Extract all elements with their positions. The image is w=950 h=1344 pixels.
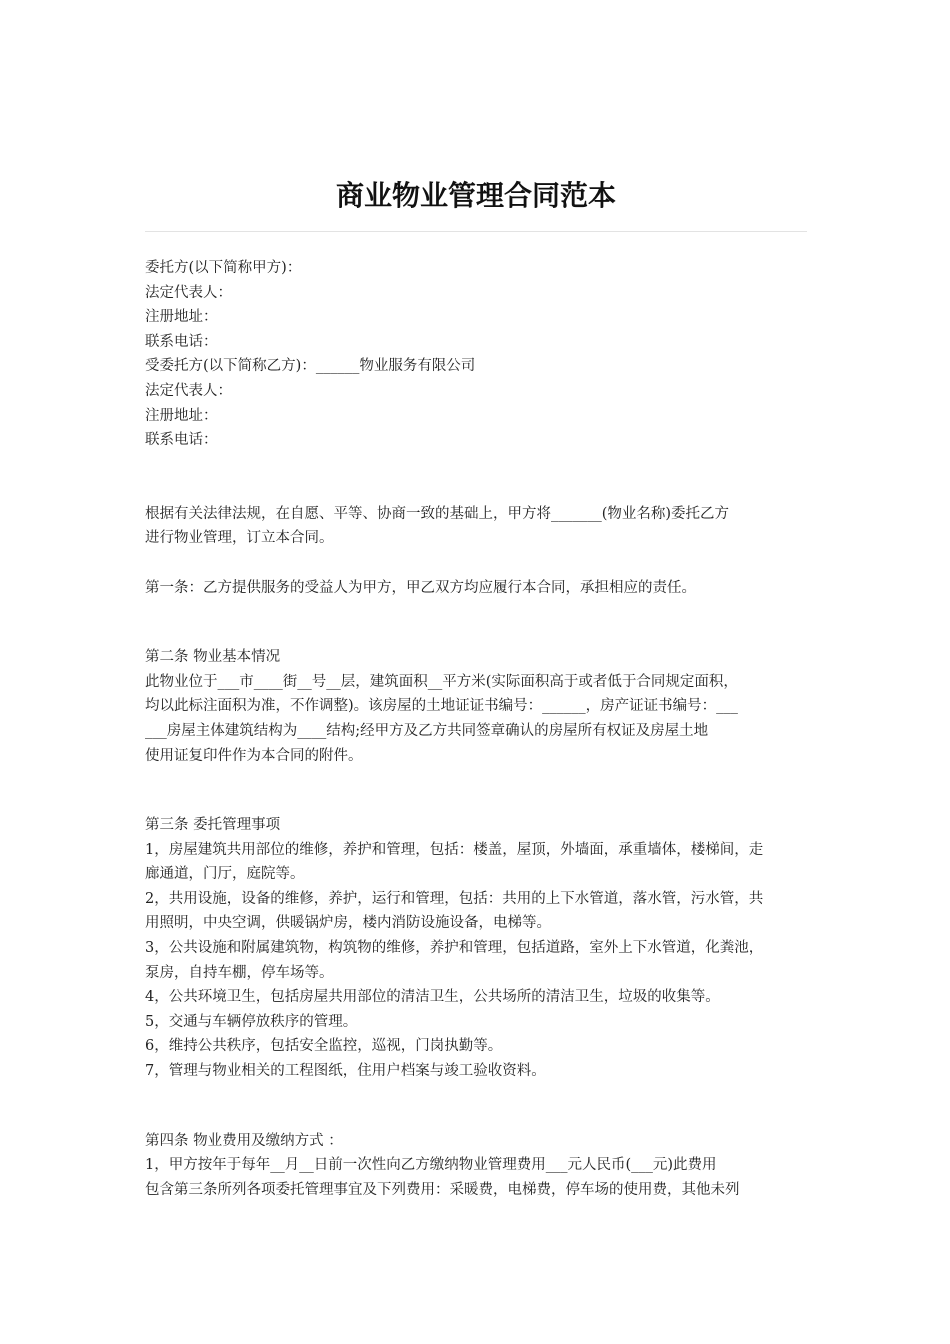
article-line: 泵房，自持车棚，停车场等。 — [145, 964, 334, 981]
article-line: 包含第三条所列各项委托管理事宜及下列费用：采暖费，电梯费，停车场的使用费，其他未列 — [145, 1181, 740, 1198]
preamble-line: 根据有关法律法规，在自愿、平等、协商一致的基础上，甲方将_______(物业名称)委托乙方 — [145, 505, 730, 522]
document-title: 商业物业管理合同范本 — [335, 179, 616, 212]
article-line: 1，甲方按年于每年__月__日前一次性向乙方缴纳物业管理费用___元人民币(___元)此费用 — [145, 1157, 717, 1174]
article-line: 用照明，中央空调，供暖锅炉房，楼内消防设施设备，电梯等。 — [145, 915, 551, 932]
party-line: 法定代表人： — [145, 382, 232, 399]
article-line: ___房屋主体建筑结构为____结构;经甲方及乙方共同签章确认的房屋所有权证及房屋土地 — [145, 722, 709, 739]
article-line: 此物业位于___市____街__号__层，建筑面积__平方米(实际面积高于或者低于合同规定面积， — [145, 673, 738, 690]
article-heading: 第二条 物业基本情况 — [145, 649, 281, 666]
article-line: 7，管理与物业相关的工程图纸，住用户档案与竣工验收资料。 — [145, 1063, 546, 1080]
party-line: 注册地址： — [145, 407, 218, 424]
party-line: 注册地址： — [145, 309, 218, 326]
party-line: 法定代表人： — [145, 284, 232, 301]
preamble-paragraph — [145, 502, 815, 551]
article-2 — [145, 645, 815, 768]
preamble-line: 进行物业管理，订立本合同。 — [145, 530, 334, 547]
article-heading: 第三条 委托管理事项 — [145, 817, 281, 834]
document-body — [145, 256, 815, 1202]
party-line: 受委托方(以下简称乙方)：______物业服务有限公司 — [145, 358, 476, 375]
article-3 — [145, 813, 815, 1084]
title-divider — [145, 231, 807, 232]
article-line: 1，房屋建筑共用部位的维修，养护和管理，包括：楼盖，屋顶，外墙面，承重墙体，楼梯间，走 — [145, 841, 764, 858]
article-heading: 第四条 物业费用及缴纳方式 ： — [145, 1132, 343, 1149]
party-line: 联系电话： — [145, 333, 218, 350]
party-line: 委托方(以下简称甲方)： — [145, 260, 302, 276]
article-line: 均以此标注面积为准，不作调整)。该房屋的土地证证书编号：______，房产证证书编号：___ — [145, 698, 738, 715]
article-line: 3，公共设施和附属建筑物，构筑物的维修，养护和管理，包括道路，室外上下水管道，化粪池， — [145, 940, 764, 957]
article-4 — [145, 1129, 815, 1203]
article-line: 6，维持公共秩序，包括安全监控，巡视，门岗执勤等。 — [145, 1038, 503, 1055]
parties-block — [145, 256, 815, 453]
article-line: 4，公共环境卫生，包括房屋共用部位的清洁卫生，公共场所的清洁卫生，垃圾的收集等。 — [145, 989, 720, 1006]
article-line: 廊通道，门厅，庭院等。 — [145, 866, 305, 883]
article-1: 第一条：乙方提供服务的受益人为甲方，甲乙双方均应履行本合同，承担相应的责任。 — [145, 579, 696, 596]
article-line: 使用证复印件作为本合同的附件。 — [145, 747, 363, 764]
party-line: 联系电话： — [145, 432, 218, 449]
article-line: 2，共用设施，设备的维修，养护，运行和管理，包括：共用的上下水管道，落水管，污水管，共 — [145, 890, 764, 907]
article-line: 5，交通与车辆停放秩序的管理。 — [145, 1013, 358, 1030]
